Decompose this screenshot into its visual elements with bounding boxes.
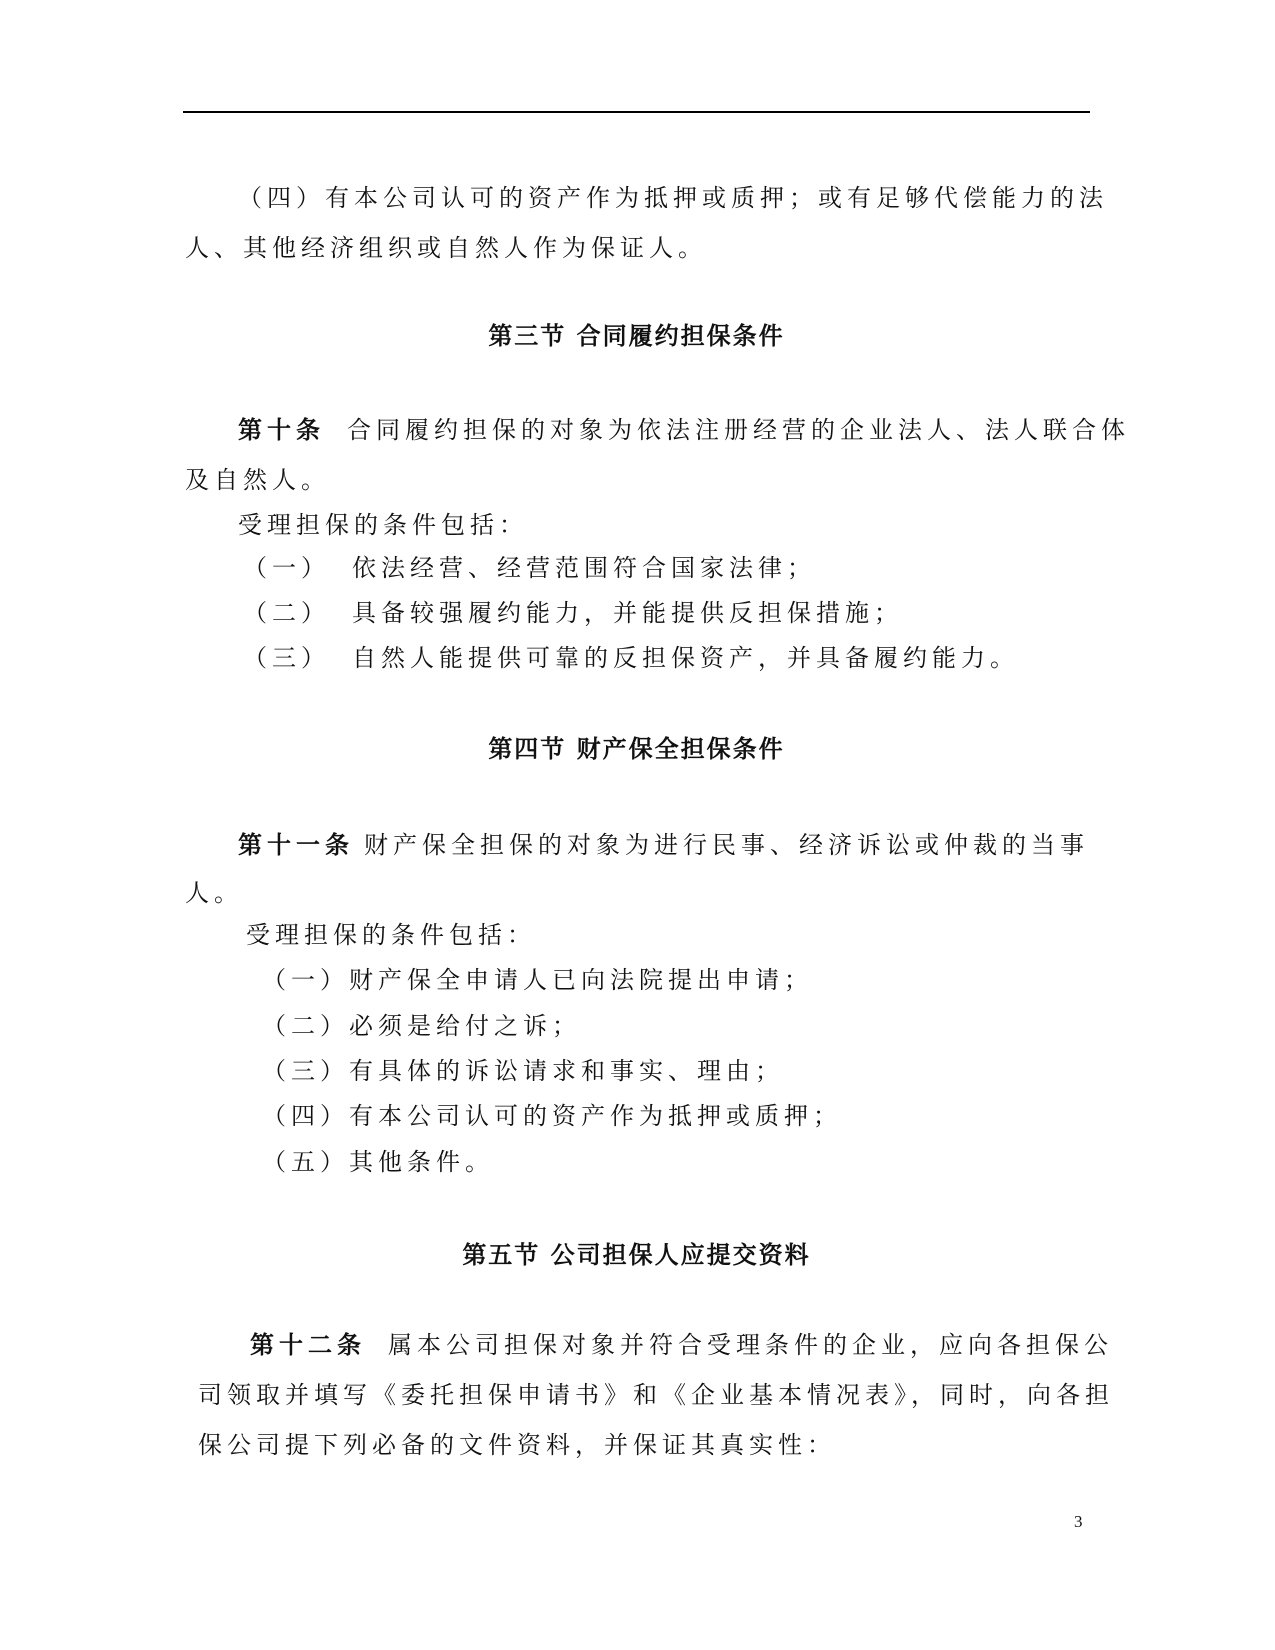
section3-conditions-intro: 受理担保的条件包括：	[238, 511, 528, 539]
section3-item-1-text: 依法经营、经营范围符合国家法律；	[352, 554, 816, 582]
article-12-text: 属本公司担保对象并符合受理条件的企业，应向各担保公	[388, 1331, 1113, 1359]
section3-title: 第三节 合同履约担保条件	[488, 322, 785, 350]
section3-item-2	[243, 598, 903, 628]
article-10-line1	[238, 415, 1130, 445]
section3-item-3-text: 自然人能提供可靠的反担保资产，并具备履约能力。	[352, 644, 1019, 672]
section4-item-1: （一）财产保全申请人已向法院提出申请；	[262, 966, 813, 994]
article-10-text: 合同履约担保的对象为依法注册经营的企业法人、法人联合体	[347, 416, 1130, 444]
article-12-line3: 保公司提下列必备的文件资料，并保证其真实性：	[198, 1431, 836, 1459]
section4-item-2: （二）必须是给付之诉；	[262, 1012, 581, 1040]
article-12-line2: 司领取并填写《委托担保申请书》和《企业基本情况表》，同时，向各担	[198, 1381, 1114, 1409]
article-10-line2: 及自然人。	[185, 466, 330, 494]
section4-conditions-intro: 受理担保的条件包括：	[246, 921, 536, 949]
intro-item-4-line2: 人、其他经济组织或自然人作为保证人。	[185, 234, 707, 262]
section4-item-3: （三）有具体的诉讼请求和事实、理由；	[262, 1057, 784, 1085]
article-12-line1	[250, 1330, 1113, 1360]
intro-item-4-line1: （四）有本公司认可的资产作为抵押或质押；或有足够代偿能力的法	[238, 184, 1108, 212]
section4-item-4: （四）有本公司认可的资产作为抵押或质押；	[262, 1102, 842, 1130]
section4-title: 第四节 财产保全担保条件	[488, 735, 785, 763]
section5-title: 第五节 公司担保人应提交资料	[462, 1241, 811, 1269]
article-11-text: 财产保全担保的对象为进行民事、经济诉讼或仲裁的当事	[364, 831, 1089, 859]
section3-item-2-text: 具备较强履约能力，并能提供反担保措施；	[352, 599, 903, 627]
article-12-label: 第十二条	[250, 1331, 366, 1359]
section3-item-1-num: （一）	[243, 554, 330, 582]
article-11-label: 第十一条	[238, 831, 354, 859]
section3-item-2-num: （二）	[243, 599, 330, 627]
section4-item-5: （五）其他条件。	[262, 1148, 494, 1176]
header-rule	[183, 111, 1090, 113]
page-number: 3	[1074, 1512, 1083, 1531]
article-11-line2: 人。	[185, 879, 243, 907]
section3-item-1	[243, 553, 816, 583]
section3-item-3-num: （三）	[243, 644, 330, 672]
article-11-line1	[238, 830, 1089, 860]
section3-item-3	[243, 643, 1019, 673]
article-10-label: 第十条	[238, 416, 325, 444]
